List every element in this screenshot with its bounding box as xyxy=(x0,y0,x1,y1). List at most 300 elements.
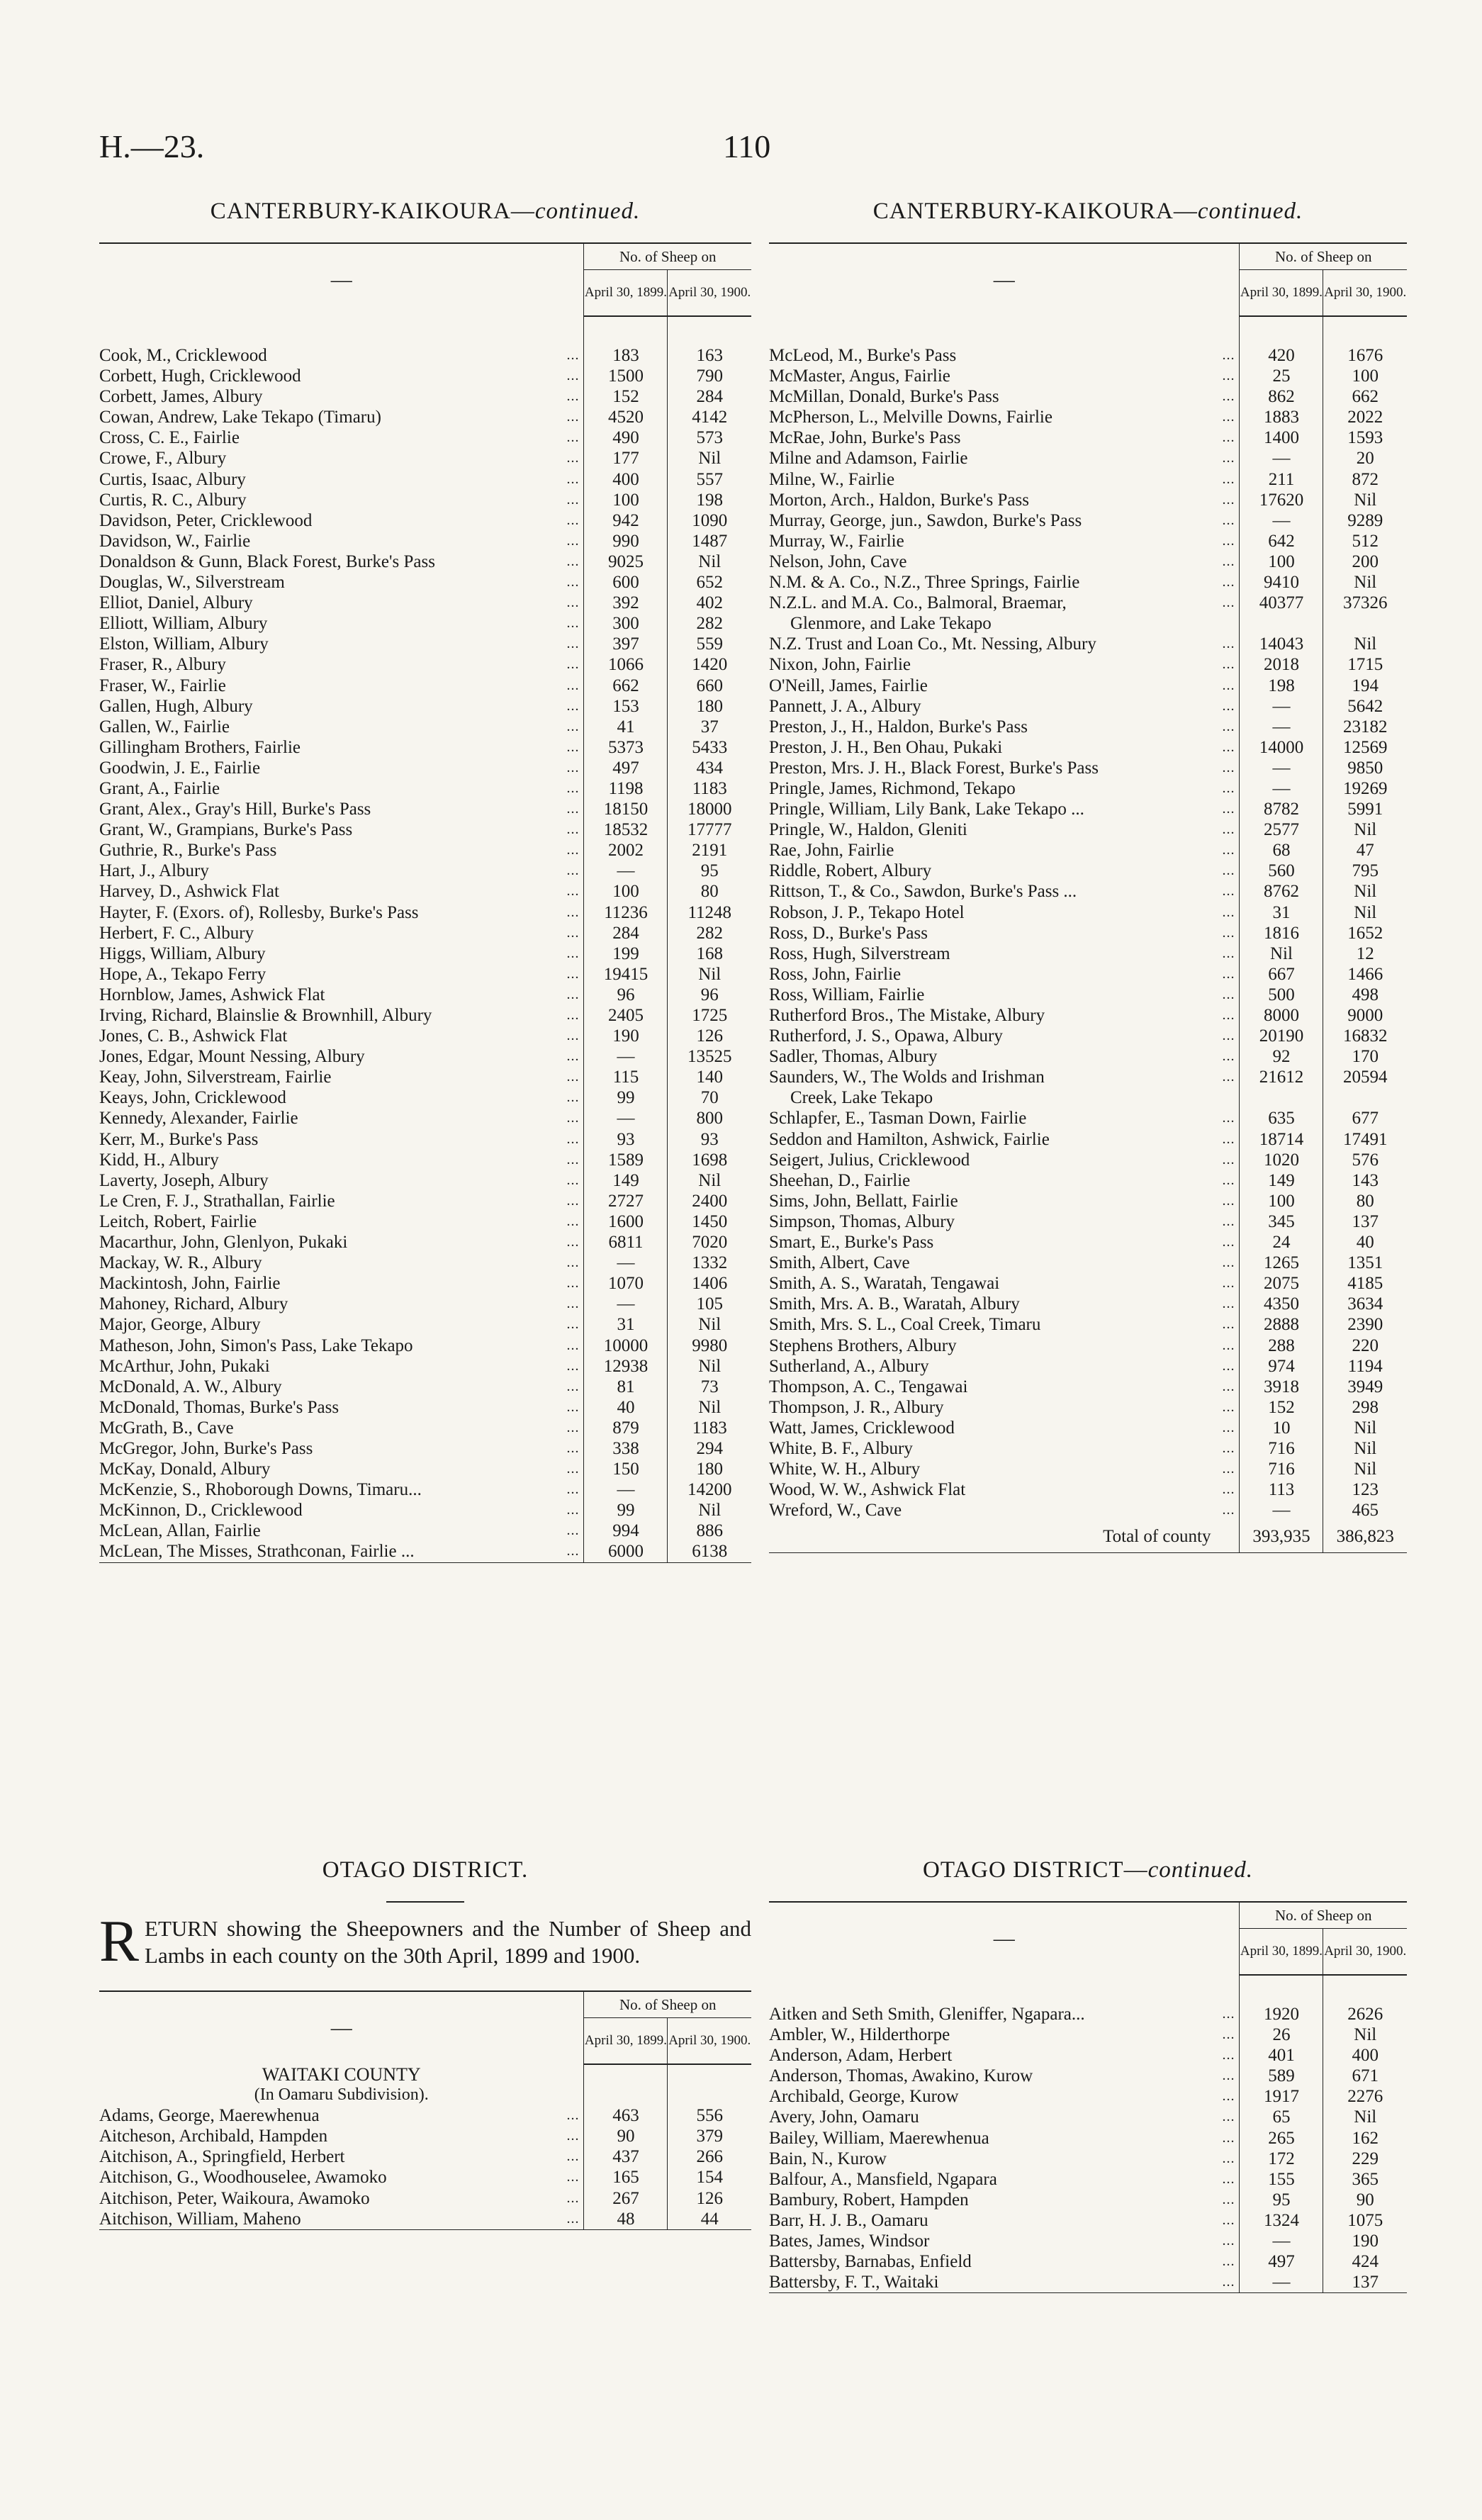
owner-name-text: Rutherford Bros., The Mistake, Albury xyxy=(769,1006,1049,1025)
leader-dots: ... xyxy=(566,945,580,961)
table-row xyxy=(769,902,1407,923)
table-row xyxy=(99,1191,751,1211)
leader-dots: ... xyxy=(566,1234,580,1250)
table-row xyxy=(769,758,1407,778)
sheep-1900: 266 xyxy=(668,2146,751,2167)
owner-name xyxy=(769,923,1240,943)
owner-name-text: Gallen, Hugh, Albury xyxy=(99,697,257,716)
year-1899-header: April 30, 1899. xyxy=(1240,1929,1323,1976)
leader-dots: ... xyxy=(1222,1028,1235,1044)
sheep-1900: 200 xyxy=(1323,551,1407,572)
sheep-1899: — xyxy=(1240,510,1323,531)
table-row xyxy=(769,1026,1407,1046)
table-row xyxy=(769,1211,1407,1232)
owner-name-text: McLean, Allan, Fairlie xyxy=(99,1521,265,1540)
sheep-1899 xyxy=(1240,613,1323,634)
sheep-1899: 8000 xyxy=(1240,1005,1323,1026)
leader-dots: ... xyxy=(566,1172,580,1188)
sheep-1900: 80 xyxy=(1323,1191,1407,1211)
owner-name xyxy=(769,2149,1240,2169)
sheep-1900: 1450 xyxy=(668,1211,751,1232)
owner-name-text: Fraser, R., Albury xyxy=(99,655,230,674)
leader-dots: ... xyxy=(1222,842,1235,858)
sheep-1900: 573 xyxy=(668,427,751,448)
sheep-1900: 1725 xyxy=(668,1005,751,1026)
owner-name-text: Aitcheson, Archibald, Hampden xyxy=(99,2127,332,2146)
sheep-table xyxy=(99,1990,751,2230)
sheep-1899: 2002 xyxy=(584,840,668,861)
sheep-1900: 512 xyxy=(1323,531,1407,551)
sheep-1900: 886 xyxy=(668,1521,751,1541)
sheep-1899: 149 xyxy=(584,1170,668,1191)
sheep-1899: 24 xyxy=(1240,1232,1323,1253)
leader-dots: ... xyxy=(1222,553,1235,569)
owner-name xyxy=(99,490,584,510)
sheep-1899: 25 xyxy=(1240,366,1323,386)
sheep-1899: 267 xyxy=(584,2188,668,2209)
leader-dots: ... xyxy=(566,2107,580,2124)
sheep-1900: Nil xyxy=(668,1397,751,1418)
sheep-1899: 165 xyxy=(584,2167,668,2188)
table-row xyxy=(99,1356,751,1377)
owner-name xyxy=(769,1253,1240,1273)
owner-name xyxy=(769,1500,1240,1521)
table-row xyxy=(769,1046,1407,1067)
owner-name-text: McLean, The Misses, Strathconan, Fairlie ... xyxy=(99,1542,419,1561)
table-row xyxy=(99,1087,751,1108)
table-row xyxy=(769,985,1407,1005)
sheep-table xyxy=(769,242,1407,1553)
sheep-1899: — xyxy=(1240,778,1323,799)
table-row xyxy=(99,448,751,469)
table-row xyxy=(99,1479,751,1500)
leader-dots: ... xyxy=(566,1090,580,1106)
sheep-1899: 6000 xyxy=(584,1541,668,1562)
sheep-1899: 6811 xyxy=(584,1232,668,1253)
year-1899-header: April 30, 1899. xyxy=(584,270,668,317)
leader-dots: ... xyxy=(1222,1399,1235,1415)
year-1899-header: April 30, 1899. xyxy=(584,2018,668,2065)
owner-name xyxy=(99,1108,584,1129)
owner-name xyxy=(769,1026,1240,1046)
owner-name xyxy=(769,737,1240,758)
owner-name-text: McPherson, L., Melville Downs, Fairlie xyxy=(769,408,1057,427)
table-row xyxy=(769,1335,1407,1356)
owner-column-header: — xyxy=(99,1991,584,2064)
sheep-1899: 8782 xyxy=(1240,799,1323,819)
leader-dots: ... xyxy=(1222,1007,1235,1023)
leader-dots: ... xyxy=(1222,2047,1235,2063)
owner-name xyxy=(99,1150,584,1170)
table-row xyxy=(99,386,751,407)
leader-dots: ... xyxy=(1222,1337,1235,1353)
spacer-row xyxy=(769,1975,1407,2004)
table-row xyxy=(769,551,1407,572)
leader-dots: ... xyxy=(1222,430,1235,446)
sheep-1900: Nil xyxy=(1323,1438,1407,1459)
sheep-1899: 716 xyxy=(1240,1438,1323,1459)
leader-dots: ... xyxy=(566,822,580,838)
owner-name xyxy=(99,964,584,985)
owner-name xyxy=(769,1377,1240,1397)
total-row xyxy=(769,1521,1407,1553)
sheep-1900: 872 xyxy=(1323,469,1407,490)
table-row xyxy=(99,902,751,923)
sheep-1900: Nil xyxy=(1323,1459,1407,1479)
table-row xyxy=(99,1170,751,1191)
sheep-1899: 100 xyxy=(1240,1191,1323,1211)
sheep-1900: 465 xyxy=(1323,1500,1407,1521)
leader-dots: ... xyxy=(566,1192,580,1209)
table-row xyxy=(769,696,1407,717)
owner-name xyxy=(769,799,1240,819)
owner-name xyxy=(99,1294,584,1314)
sheep-1900: 100 xyxy=(1323,366,1407,386)
empty-cell xyxy=(668,2064,751,2085)
sheep-1900: Nil xyxy=(668,551,751,572)
sheep-1899: 12938 xyxy=(584,1356,668,1377)
owner-name-text: Aitchison, William, Maheno xyxy=(99,2210,305,2229)
leader-dots: ... xyxy=(1222,409,1235,425)
leader-dots: ... xyxy=(1222,739,1235,755)
owner-name-text: Stephens Brothers, Albury xyxy=(769,1336,961,1355)
sheep-1900: 3634 xyxy=(1323,1294,1407,1314)
sheep-count-group-header: No. of Sheep on xyxy=(584,1991,751,2018)
table-row xyxy=(99,985,751,1005)
table-row xyxy=(769,2045,1407,2066)
owner-name xyxy=(99,510,584,531)
table-row xyxy=(769,2190,1407,2210)
sheep-1899: 11236 xyxy=(584,902,668,923)
sheep-1900: Nil xyxy=(668,964,751,985)
owner-name xyxy=(769,654,1240,675)
sheep-1900: 1332 xyxy=(668,1253,751,1273)
sheep-1899: 96 xyxy=(584,985,668,1005)
owner-name xyxy=(99,613,584,634)
leader-dots: ... xyxy=(1222,1482,1235,1498)
leader-dots: ... xyxy=(566,904,580,920)
sheep-1899: 1883 xyxy=(1240,407,1323,427)
owner-name xyxy=(769,551,1240,572)
owner-name xyxy=(99,2188,584,2209)
owner-name-text: Matheson, John, Simon's Pass, Lake Tekapo xyxy=(99,1336,417,1355)
sheep-1899: 942 xyxy=(584,510,668,531)
table-row xyxy=(99,1273,751,1294)
sheep-1899: 149 xyxy=(1240,1170,1323,1191)
sheep-1900: 123 xyxy=(1323,1479,1407,1500)
sheep-1899: 26 xyxy=(1240,2025,1323,2045)
sheep-1899: 20190 xyxy=(1240,1026,1323,1046)
owner-name xyxy=(769,1459,1240,1479)
sheep-1900: 559 xyxy=(668,634,751,654)
table-row xyxy=(99,1232,751,1253)
leader-dots: ... xyxy=(566,986,580,1002)
leader-dots: ... xyxy=(566,2210,580,2227)
leader-dots: ... xyxy=(566,1213,580,1229)
owner-name-text: Archibald, George, Kurow xyxy=(769,2087,963,2106)
sheep-1900: 90 xyxy=(1323,2190,1407,2210)
leader-dots: ... xyxy=(1222,2150,1235,2166)
owner-name xyxy=(99,1438,584,1459)
owner-name xyxy=(99,1191,584,1211)
sheep-1900: 23182 xyxy=(1323,717,1407,737)
leader-dots: ... xyxy=(1222,822,1235,838)
sheep-1899: 288 xyxy=(1240,1335,1323,1356)
sheep-1900: 1420 xyxy=(668,654,751,675)
otago-title-continued: OTAGO DISTRICT—continued. xyxy=(923,1857,1253,1883)
table-row xyxy=(769,1191,1407,1211)
sheep-1899: 198 xyxy=(1240,676,1323,696)
owner-name xyxy=(769,531,1240,551)
table-row xyxy=(769,386,1407,407)
table-row xyxy=(769,1087,1407,1108)
sheep-1899: — xyxy=(1240,696,1323,717)
owner-name-text: Sadler, Thomas, Albury xyxy=(769,1047,941,1066)
owner-name xyxy=(769,964,1240,985)
owner-name-text: Smith, A. S., Waratah, Tengawai xyxy=(769,1274,1004,1293)
sheep-1900: 170 xyxy=(1323,1046,1407,1067)
owner-name xyxy=(99,1170,584,1191)
owner-name xyxy=(769,427,1240,448)
owner-name-text: Bain, N., Kurow xyxy=(769,2149,891,2168)
leader-dots: ... xyxy=(1222,532,1235,549)
sheep-1900: 660 xyxy=(668,676,751,696)
owner-name-text: Preston, J., H., Haldon, Burke's Pass xyxy=(769,717,1032,737)
table-row xyxy=(769,1273,1407,1294)
county-subdivision-row xyxy=(99,2085,751,2105)
owner-name-text: White, W. H., Albury xyxy=(769,1460,924,1479)
owner-name xyxy=(99,407,584,427)
owner-name-text: Simpson, Thomas, Albury xyxy=(769,1212,959,1231)
owner-name-text: Fraser, W., Fairlie xyxy=(99,676,230,695)
leader-dots: ... xyxy=(566,409,580,425)
sheep-1899: 589 xyxy=(1240,2066,1323,2086)
table-row xyxy=(769,345,1407,366)
sheep-1899: — xyxy=(584,861,668,881)
sheep-1900: 1466 xyxy=(1323,964,1407,985)
table-row xyxy=(769,1108,1407,1129)
leader-dots: ... xyxy=(566,2190,580,2206)
leader-dots: ... xyxy=(1222,388,1235,405)
table-row xyxy=(769,2066,1407,2086)
owner-name-text: Nixon, John, Fairlie xyxy=(769,655,915,674)
sheep-1899: 113 xyxy=(1240,1479,1323,1500)
otago-right-column xyxy=(769,1857,1407,2293)
owner-name-text: Herbert, F. C., Albury xyxy=(99,924,258,943)
sheep-1899: 9025 xyxy=(584,551,668,572)
leader-dots: ... xyxy=(566,1440,580,1456)
county-heading-row xyxy=(99,2064,751,2085)
sheep-1899: — xyxy=(1240,2231,1323,2251)
owner-name-text: Anderson, Thomas, Awakino, Kurow xyxy=(769,2066,1037,2085)
leader-dots: ... xyxy=(1222,2027,1235,2043)
owner-name-text: Davidson, W., Fairlie xyxy=(99,532,254,551)
owner-name xyxy=(769,1335,1240,1356)
sheep-1899: 1500 xyxy=(584,366,668,386)
sheep-1899: — xyxy=(584,1294,668,1314)
owner-name-text: Corbett, Hugh, Cricklewood xyxy=(99,366,305,386)
leader-dots: ... xyxy=(1222,471,1235,487)
section-title: CANTERBURY-KAIKOURA—continued. xyxy=(210,198,641,224)
owner-name xyxy=(769,345,1240,366)
sheep-1900: 2626 xyxy=(1323,2004,1407,2025)
owner-name xyxy=(99,840,584,861)
owner-name-text: Ross, Hugh, Silverstream xyxy=(769,944,955,963)
owner-name-text: O'Neill, James, Fairlie xyxy=(769,676,932,695)
owner-name xyxy=(99,1046,584,1067)
table-row xyxy=(769,2107,1407,2127)
owner-name xyxy=(769,1191,1240,1211)
sheep-1899: 300 xyxy=(584,613,668,634)
sheep-1899: 420 xyxy=(1240,345,1323,366)
section-title-continued: CANTERBURY-KAIKOURA—continued. xyxy=(872,198,1303,224)
sheep-1900: 180 xyxy=(668,696,751,717)
sheep-1899: 994 xyxy=(584,1521,668,1541)
sheep-1900: 795 xyxy=(1323,861,1407,881)
owner-name-text: Donaldson & Gunn, Black Forest, Burke's Pass xyxy=(99,552,439,571)
otago-left-column xyxy=(99,1857,751,2230)
spacer-cell xyxy=(1323,1975,1407,2004)
sheep-1900: 3949 xyxy=(1323,1377,1407,1397)
sheep-1900: Nil xyxy=(668,1356,751,1377)
table-row xyxy=(99,2146,751,2167)
table-row xyxy=(99,510,751,531)
leader-dots: ... xyxy=(566,924,580,941)
sheep-1900: 652 xyxy=(668,572,751,593)
sheep-1900: 220 xyxy=(1323,1335,1407,1356)
owner-name xyxy=(769,943,1240,964)
leader-dots: ... xyxy=(1222,780,1235,796)
sheep-1899: 2018 xyxy=(1240,654,1323,675)
owner-name xyxy=(99,448,584,469)
owner-name-text: McLeod, M., Burke's Pass xyxy=(769,346,960,365)
sheep-1900: 434 xyxy=(668,758,751,778)
table-row xyxy=(769,1253,1407,1273)
owner-name-text: Smith, Mrs. S. L., Coal Creek, Timaru xyxy=(769,1315,1045,1334)
owner-name-text: McDonald, A. W., Albury xyxy=(99,1377,286,1396)
sheep-1899: 90 xyxy=(584,2126,668,2146)
sheep-1900: 282 xyxy=(668,613,751,634)
owner-name xyxy=(769,696,1240,717)
sheep-1899: — xyxy=(584,1046,668,1067)
leader-dots: ... xyxy=(566,471,580,487)
leader-dots: ... xyxy=(566,1275,580,1292)
owner-name xyxy=(99,676,584,696)
owner-name xyxy=(769,490,1240,510)
owner-name-text: Mackay, W. R., Albury xyxy=(99,1253,266,1272)
owner-name-text: Thompson, J. R., Albury xyxy=(769,1398,948,1417)
year-1900-header: April 30, 1900. xyxy=(668,270,751,317)
owner-name-text: Ross, William, Fairlie xyxy=(769,985,928,1004)
owner-name xyxy=(99,1335,584,1356)
owner-name-text: Wood, W. W., Ashwick Flat xyxy=(769,1480,970,1499)
sheep-1899: 19415 xyxy=(584,964,668,985)
owner-name xyxy=(99,1356,584,1377)
sheep-1899: 2405 xyxy=(584,1005,668,1026)
leader-dots: ... xyxy=(1222,1048,1235,1065)
leader-dots: ... xyxy=(1222,1110,1235,1126)
table-row xyxy=(769,2004,1407,2025)
leader-dots: ... xyxy=(1222,1192,1235,1209)
owner-name-text: Higgs, William, Albury xyxy=(99,944,270,963)
owner-name-text: Cross, C. E., Fairlie xyxy=(99,428,244,447)
sheep-1899: 152 xyxy=(1240,1397,1323,1418)
owner-name-text: McKay, Donald, Albury xyxy=(99,1460,274,1479)
drop-cap: R xyxy=(99,1908,140,1974)
table-row xyxy=(99,1418,751,1438)
owner-name-text: Leitch, Robert, Fairlie xyxy=(99,1212,261,1231)
table-row xyxy=(769,407,1407,427)
owner-name-text: McGregor, John, Burke's Pass xyxy=(99,1439,317,1458)
sheep-1899: 338 xyxy=(584,1438,668,1459)
sheep-1900: 1183 xyxy=(668,1418,751,1438)
owner-name-text: McDonald, Thomas, Burke's Pass xyxy=(99,1398,343,1417)
owner-name-text: Mackintosh, John, Fairlie xyxy=(99,1274,285,1293)
sheep-1899: — xyxy=(584,1108,668,1129)
leader-dots: ... xyxy=(1222,698,1235,714)
owner-name xyxy=(99,1129,584,1150)
owner-name-text: Elliott, William, Albury xyxy=(99,614,271,633)
sheep-1900: 93 xyxy=(668,1129,751,1150)
table-row xyxy=(99,696,751,717)
owner-name xyxy=(769,2066,1240,2086)
leader-dots: ... xyxy=(1222,2109,1235,2125)
sheep-1900: 557 xyxy=(668,469,751,490)
owner-name-text: Harvey, D., Ashwick Flat xyxy=(99,882,284,901)
table-row xyxy=(99,551,751,572)
intro-text: ETURN showing the Sheepowners and the Number of Sheep and Lambs in each county on the 30th April, 1899 and 1900. xyxy=(145,1916,751,1968)
table-row xyxy=(99,654,751,675)
table-row xyxy=(99,1046,751,1067)
sheep-1899: 155 xyxy=(1240,2169,1323,2190)
leader-dots: ... xyxy=(566,553,580,569)
owner-name-text: Hope, A., Tekapo Ferry xyxy=(99,965,270,984)
owner-name-text: Murray, George, jun., Sawdon, Burke's Pass xyxy=(769,511,1086,530)
owner-name xyxy=(99,469,584,490)
table-row xyxy=(769,1459,1407,1479)
sheep-1899 xyxy=(1240,1087,1323,1108)
sheep-1899: 400 xyxy=(584,469,668,490)
leader-dots: ... xyxy=(566,1502,580,1518)
owner-name xyxy=(769,2231,1240,2251)
table-row xyxy=(769,717,1407,737)
owner-name xyxy=(769,1273,1240,1294)
document-reference: H.—23. xyxy=(99,128,205,164)
owner-name-text: McKinnon, D., Cricklewood xyxy=(99,1501,307,1520)
empty-cell xyxy=(668,2085,751,2105)
owner-name xyxy=(769,2210,1240,2231)
table-row xyxy=(99,1026,751,1046)
sheep-1900: 1351 xyxy=(1323,1253,1407,1273)
leader-dots: ... xyxy=(566,615,580,632)
sheep-1900: 137 xyxy=(1323,1211,1407,1232)
leader-dots: ... xyxy=(1222,759,1235,775)
table-row xyxy=(99,427,751,448)
owner-name-text: Smart, E., Burke's Pass xyxy=(769,1233,938,1252)
owner-name xyxy=(99,1273,584,1294)
leader-dots: ... xyxy=(1222,368,1235,384)
owner-name-text: McGrath, B., Cave xyxy=(99,1418,238,1438)
leader-dots: ... xyxy=(566,1069,580,1085)
owner-name xyxy=(769,2190,1240,2210)
sheep-1899: 974 xyxy=(1240,1356,1323,1377)
sheep-1900: 44 xyxy=(668,2209,751,2230)
table-row xyxy=(769,1150,1407,1170)
table-row xyxy=(769,2231,1407,2251)
owner-name xyxy=(769,1087,1240,1108)
sheep-1899: 17620 xyxy=(1240,490,1323,510)
leader-dots: ... xyxy=(566,759,580,775)
